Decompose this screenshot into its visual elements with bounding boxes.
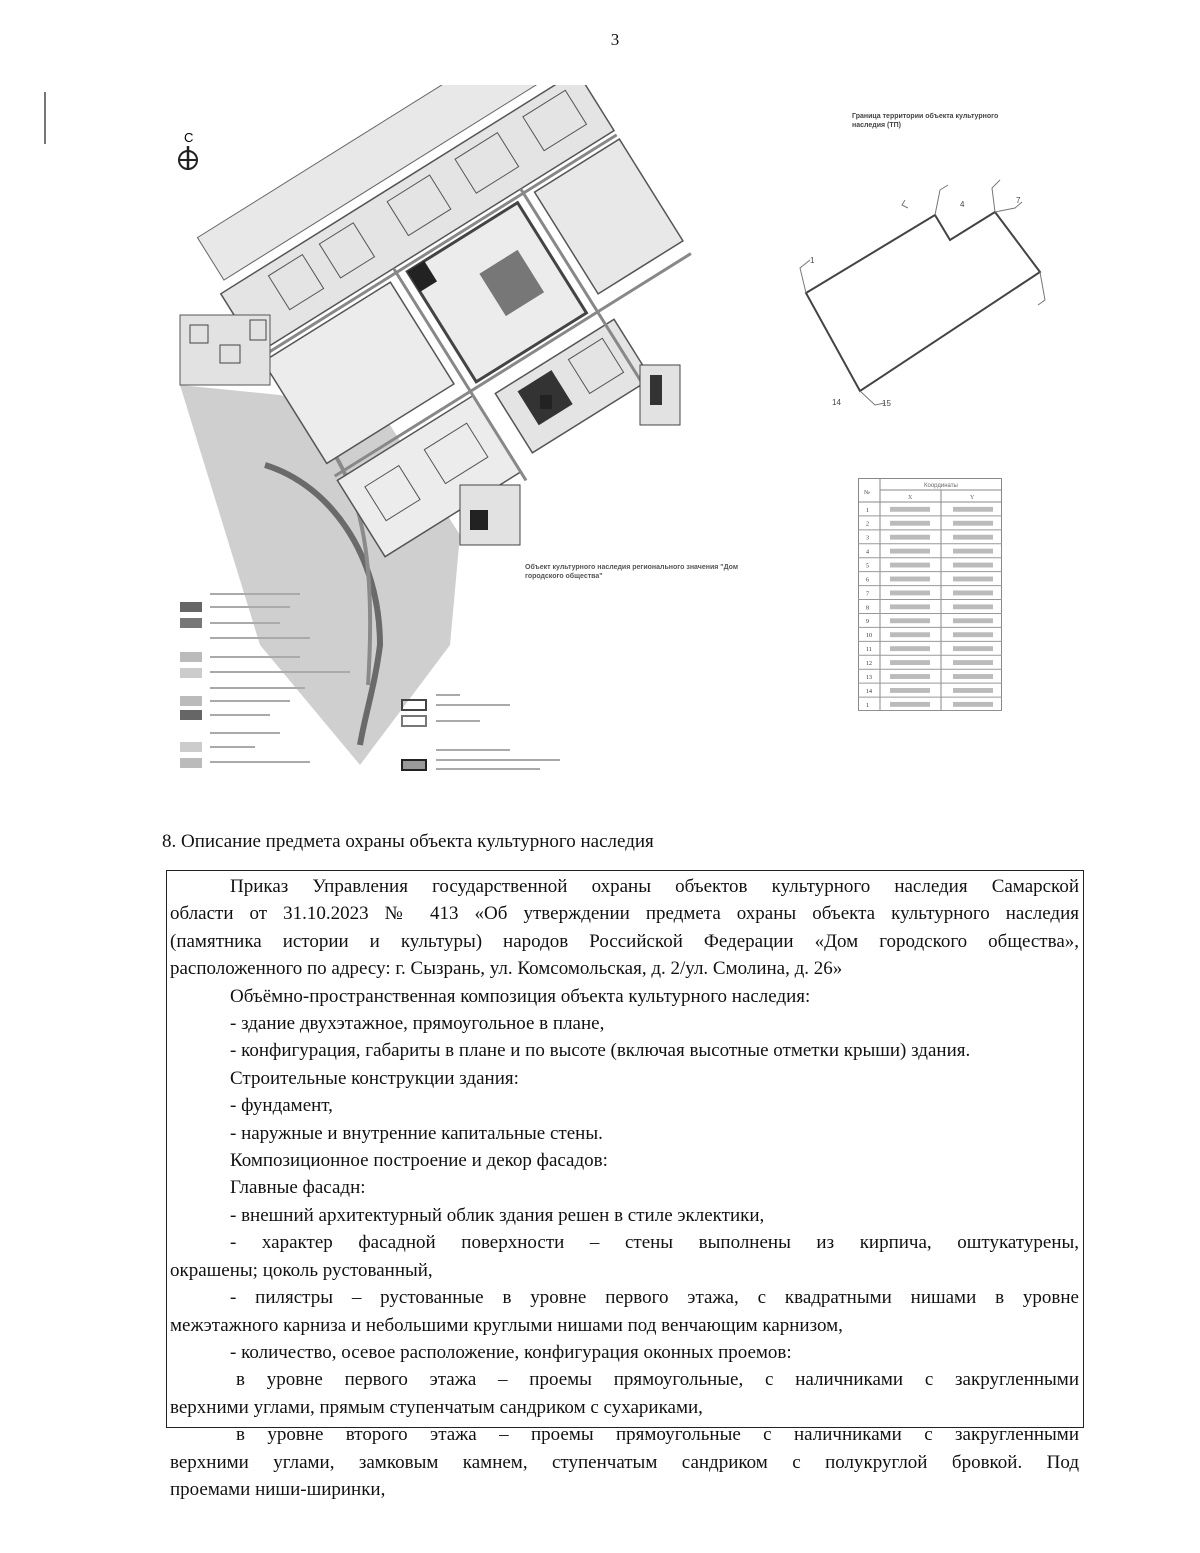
point-7: 7 xyxy=(1016,196,1021,205)
text-line: - пилястры – рустованные в уровне первого этажа, с квадратными нишами в уровне xyxy=(230,1287,1079,1309)
text-line: Объёмно-пространственная композиция объекта культурного наследия: xyxy=(230,985,811,1007)
text-line: в уровне второго этажа – проемы прямоугольные с наличниками с закругленными xyxy=(236,1424,1079,1446)
table-cell-value xyxy=(890,604,930,609)
text-line: - количество, осевое расположение, конфигурация оконных проемов: xyxy=(230,1341,792,1363)
table-cell-value xyxy=(953,618,993,623)
text-line: - внешний архитектурный облик здания решен в стиле эклектики, xyxy=(230,1204,765,1226)
text-line: области от 31.10.2023 № 413 «Об утверждении предмета охраны объекта культурного наследия xyxy=(170,903,1079,925)
table-cell-value xyxy=(890,590,930,595)
map-legend xyxy=(180,590,620,780)
table-cell-value xyxy=(890,674,930,679)
table-cell-value xyxy=(953,604,993,609)
table-row-number: 13 xyxy=(866,674,872,681)
text-line: - конфигурация, габариты в плане и по высоте (включая высотные отметки крыши) здания. xyxy=(230,1040,971,1062)
table-cell-value xyxy=(890,646,930,651)
text-line: (памятника истории и культуры) народов Российской Федерации «Дом городского общества», xyxy=(170,930,1079,952)
table-row-number: 3 xyxy=(866,535,869,542)
table-row-number: 14 xyxy=(866,688,872,695)
table-cell-value xyxy=(953,632,993,637)
table-cell-value xyxy=(890,632,930,637)
table-cell-value xyxy=(890,549,930,554)
text-line: - здание двухэтажное, прямоугольное в плане, xyxy=(230,1013,605,1035)
text-line: Композиционное построение и декор фасадов: xyxy=(230,1150,608,1172)
text-line: проемами ниши-ширинки, xyxy=(170,1478,386,1500)
table-row-number: 1 xyxy=(866,702,869,709)
table-row-number: 12 xyxy=(866,661,872,668)
coordinates-table xyxy=(858,478,1002,711)
scan-artifact xyxy=(44,92,46,144)
text-line: верхними углами, прямым ступенчатым сандриком с сухариками, xyxy=(170,1396,703,1418)
table-row-number: 5 xyxy=(866,563,869,570)
table-row-number: 9 xyxy=(866,619,869,626)
table-row-number: 7 xyxy=(866,591,869,598)
table-row-number: 11 xyxy=(866,647,872,654)
protection-subject-box xyxy=(166,870,1084,1500)
text-line: Главные фасадн: xyxy=(230,1177,366,1199)
text-line: верхними углами, замковым камнем, ступенчатым сандриком с полукруглой бровкой. Под xyxy=(170,1451,1079,1473)
page-number: 3 xyxy=(610,30,620,49)
table-cell-value xyxy=(953,549,993,554)
table-cell-value xyxy=(953,646,993,651)
boundary-diagram xyxy=(790,100,1050,420)
text-line: - фундамент, xyxy=(230,1095,333,1117)
point-14: 14 xyxy=(832,398,841,407)
table-row-number: 10 xyxy=(866,633,872,640)
point-1: 1 xyxy=(810,256,815,265)
point-15: 15 xyxy=(882,399,891,408)
table-cell-value xyxy=(953,521,993,526)
table-cell-value xyxy=(890,535,930,540)
table-cell-value xyxy=(953,702,993,707)
text-line: - характер фасадной поверхности – стены выполнены из кирпича, оштукатурены, xyxy=(230,1232,1079,1254)
table-row-number: 6 xyxy=(866,577,869,584)
table-cell-value xyxy=(953,674,993,679)
point-4: 4 xyxy=(960,200,965,209)
table-cell-value xyxy=(953,535,993,540)
table-cell-value xyxy=(890,521,930,526)
table-row-number: 8 xyxy=(866,605,869,612)
section-heading: 8. Описание предмета охраны объекта культурного наследия xyxy=(162,831,654,852)
table-cell-value xyxy=(953,660,993,665)
table-row-number: 4 xyxy=(866,549,869,556)
table-cell-value xyxy=(890,563,930,568)
table-col-y: Y xyxy=(970,495,975,501)
text-line: - наружные и внутренние капитальные стены. xyxy=(230,1122,603,1144)
table-col-x: X xyxy=(908,495,913,501)
table-cell-value xyxy=(953,590,993,595)
object-label: Объект культурного наследия регионального значения "Дом городского общества" xyxy=(525,564,739,580)
table-cell-value xyxy=(890,660,930,665)
text-line: расположенного по адресу: г. Сызрань, ул. Комсомольская, д. 2/ул. Смолина, д. 26» xyxy=(170,958,843,980)
table-cell-value xyxy=(953,688,993,693)
table-cell-value xyxy=(953,563,993,568)
table-cell-value xyxy=(953,507,993,512)
table-row-number: 1 xyxy=(866,507,869,514)
text-line: в уровне первого этажа – проемы прямоугольные, с наличниками с закругленными xyxy=(236,1369,1079,1391)
north-label: С xyxy=(184,130,194,145)
table-cell-value xyxy=(890,577,930,582)
text-line: Приказ Управления государственной охраны объектов культурного наследия Самарской xyxy=(230,876,1079,897)
table-row-number: 2 xyxy=(866,521,869,528)
table-cell-value xyxy=(890,618,930,623)
text-line: межэтажного карниза и небольшими круглыми нишами под венчающим карнизом, xyxy=(170,1314,843,1336)
text-line: окрашены; цоколь рустованный, xyxy=(170,1259,433,1281)
table-cell-value xyxy=(890,702,930,707)
left-blocks xyxy=(180,315,270,385)
table-cell-value xyxy=(890,507,930,512)
table-cell-value xyxy=(890,688,930,693)
text-line: Строительные конструкции здания: xyxy=(230,1067,519,1089)
table-header-no: № xyxy=(864,490,870,496)
boundary-title: Граница территории объекта культурного наследия (ТП) xyxy=(852,113,999,129)
table-header-coords: Координаты xyxy=(924,483,958,489)
table-cell-value xyxy=(953,577,993,582)
